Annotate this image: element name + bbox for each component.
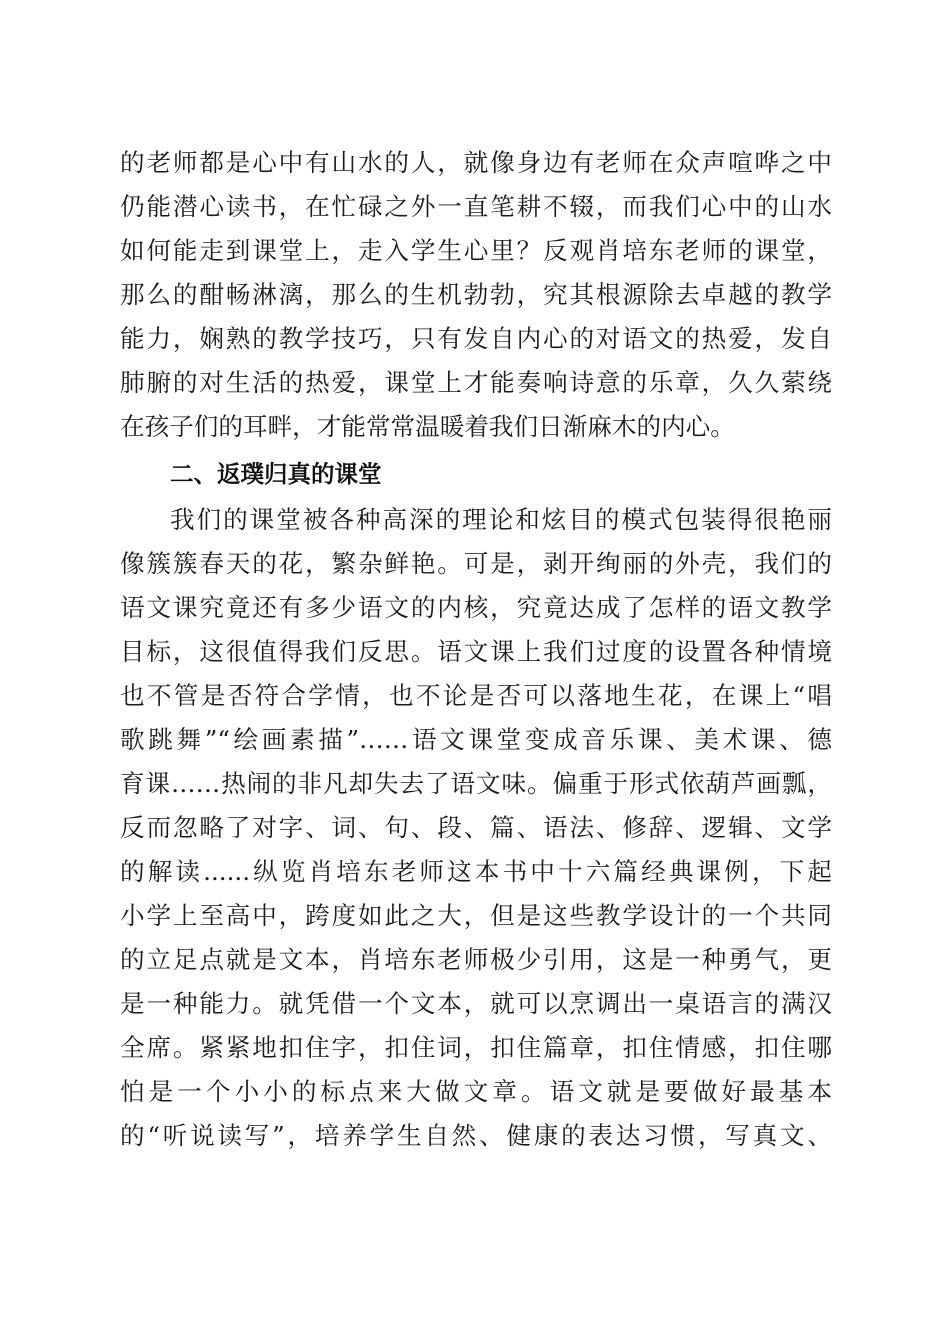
paragraph-line: 育课……热闹的非凡却失去了语文味。偏重于形式依葫芦画瓢， <box>120 769 832 798</box>
paragraph-line: 仍能潜心读书，在忙碌之外一直笔耕不辍，而我们心中的山水 <box>120 192 832 221</box>
paragraph-line: 的老师都是心中有山水的人，就像身边有老师在众声喧哗之中 <box>120 148 832 177</box>
paragraph-line: 歌跳舞”“绘画素描”……语文课堂变成音乐课、美术课、德 <box>120 725 832 754</box>
paragraph-line: 肺腑的对生活的热爱，课堂上才能奏响诗意的乐章，久久萦绕 <box>120 368 832 397</box>
paragraph-line: 也不管是否符合学情，也不论是否可以落地生花，在课上“唱 <box>120 681 832 710</box>
paragraph-line: 全席。紧紧地扣住字，扣住词，扣住篇章，扣住情感，扣住哪 <box>120 1033 832 1062</box>
paragraph-line: 目标，这很值得我们反思。语文课上我们过度的设置各种情境 <box>120 637 832 666</box>
paragraph-line: 如何能走到课堂上，走入学生心里？反观肖培东老师的课堂， <box>120 236 832 265</box>
paragraph-line: 是一种能力。就凭借一个文本，就可以烹调出一桌语言的满汉 <box>120 989 832 1018</box>
section-heading: 二、返璞归真的课堂 <box>170 460 382 488</box>
paragraph-line: 我们的课堂被各种高深的理论和炫目的模式包装得很艳丽 <box>170 505 832 534</box>
paragraph-line: 那么的酣畅淋漓，那么的生机勃勃，究其根源除去卓越的教学 <box>120 280 832 309</box>
paragraph-line: 像簇簇春天的花，繁杂鲜艳。可是，剥开绚丽的外壳，我们的 <box>120 549 832 578</box>
paragraph-line: 的“听说读写”，培养学生自然、健康的表达习惯，写真文、 <box>120 1121 832 1150</box>
paragraph-line: 在孩子们的耳畔，才能常常温暖着我们日渐麻木的内心。 <box>120 412 735 441</box>
paragraph-line: 的立足点就是文本，肖培东老师极少引用，这是一种勇气，更 <box>120 945 832 974</box>
paragraph-line: 怕是一个小小的标点来大做文章。语文就是要做好最基本 <box>120 1077 832 1106</box>
paragraph-line: 的解读......纵览肖培东老师这本书中十六篇经典课例，下起 <box>120 857 832 886</box>
paragraph-line: 能力，娴熟的教学技巧，只有发自内心的对语文的热爱，发自 <box>120 324 832 353</box>
paragraph-line: 小学上至高中，跨度如此之大，但是这些教学设计的一个共同 <box>120 901 832 930</box>
paragraph-line: 反而忽略了对字、词、句、段、篇、语法、修辞、逻辑、文学 <box>120 813 832 842</box>
paragraph-line: 语文课究竟还有多少语文的内核，究竟达成了怎样的语文教学 <box>120 593 832 622</box>
